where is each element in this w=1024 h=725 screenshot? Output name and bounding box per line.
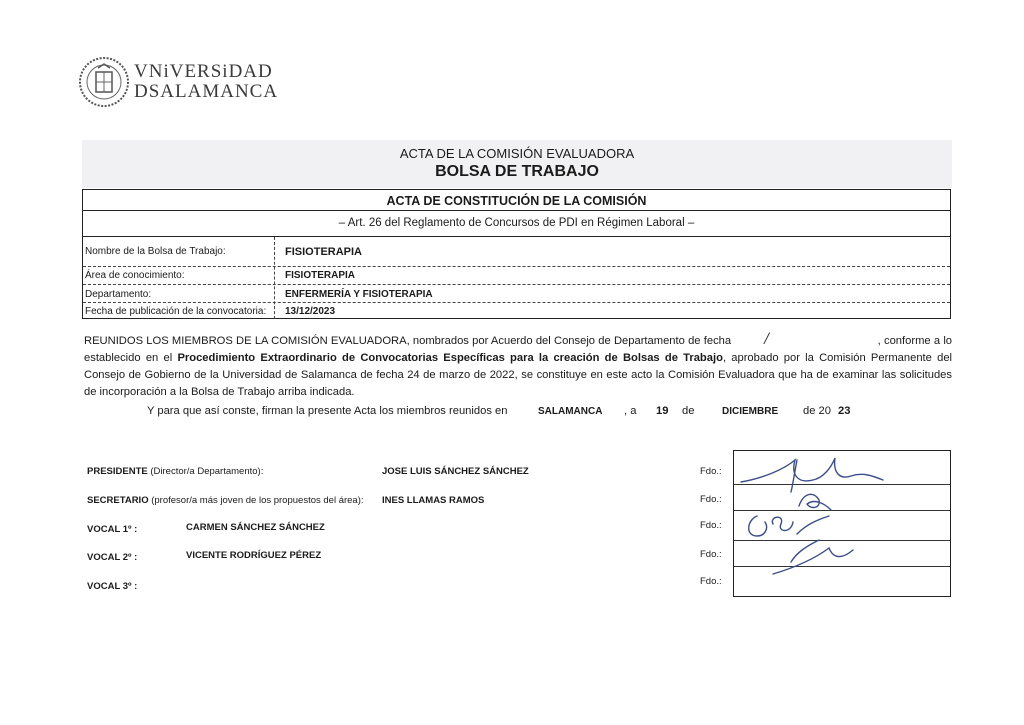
- member-detail: (profesor/a más joven de los propuestos del área):: [151, 495, 364, 506]
- signature-president: [741, 458, 883, 492]
- field-label-bolsa: Nombre de la Bolsa de Trabajo:: [85, 246, 226, 257]
- paragraph-text: , aprobado por la Comisión Permanente del Consejo de Gobierno de la Universidad de Salamanca de fecha 24 de marzo de 2022, se constituye en este acto la Comisión Evaluadora que ha de examinar las solicitudes de incorporación a la Bolsa de Trabajo arriba indicada.: [84, 352, 953, 398]
- field-value-fecha: 13/12/2023: [285, 306, 336, 317]
- divider: [83, 284, 950, 285]
- member-name: JOSE LUIS SÁNCHEZ SÁNCHEZ: [382, 466, 529, 477]
- field-value-area: FISIOTERAPIA: [285, 270, 356, 281]
- university-seal-icon: [78, 56, 130, 108]
- body-paragraph: [84, 333, 952, 401]
- fdo-label: Fdo.:: [700, 520, 722, 531]
- section-title: ACTA DE CONSTITUCIÓN DE LA COMISIÓN: [386, 194, 647, 208]
- paragraph-bold: Procedimiento Extraordinario de Convocatorias Específicas para la creación de Bolsas de Trabajo: [177, 352, 723, 364]
- paragraph-text: , conforme a lo establecido en el: [84, 335, 953, 364]
- member-secretary: [87, 495, 364, 506]
- field-value-bolsa: FISIOTERAPIA: [285, 246, 363, 258]
- conste-year-suffix: 23: [838, 405, 851, 417]
- conste-de: de: [682, 405, 695, 417]
- fdo-label: Fdo.:: [700, 466, 722, 477]
- divider: [83, 266, 950, 267]
- conste-city: SALAMANCA: [538, 406, 603, 417]
- university-name-line2: DSALAMANCA: [134, 81, 279, 102]
- conste-text: Y para que así conste, firman la presente Acta los miembros reunidos en: [147, 405, 508, 417]
- conste-a: , a: [624, 405, 637, 417]
- fdo-label: Fdo.:: [700, 549, 722, 560]
- column-divider: [274, 237, 275, 319]
- handwritten-date: [734, 333, 874, 350]
- member-role: PRESIDENTE: [87, 466, 148, 477]
- document-subtitle: BOLSA DE TRABAJO: [435, 163, 599, 180]
- signatures-drawing: [733, 450, 951, 597]
- divider: [83, 236, 950, 237]
- fdo-label: Fdo.:: [700, 494, 722, 505]
- field-label-fecha: Fecha de publicación de la convocatoria:: [85, 306, 267, 317]
- member-role: VOCAL 1º :: [87, 524, 138, 535]
- university-name-line1: VNiVERSiDAD: [134, 61, 273, 82]
- member-role: VOCAL 3º :: [87, 581, 138, 592]
- article-reference: – Art. 26 del Reglamento de Concursos de PDI en Régimen Laboral –: [338, 217, 695, 229]
- member-president: [87, 466, 263, 477]
- member-detail: (Director/a Departamento):: [150, 466, 264, 477]
- document-title: ACTA DE LA COMISIÓN EVALUADORA: [399, 146, 635, 161]
- conste-year-prefix: de 20: [803, 405, 831, 417]
- handwritten-mark: /: [764, 331, 770, 347]
- field-label-area: Área de conocimiento:: [85, 270, 185, 281]
- conste-day: 19: [656, 405, 669, 417]
- fdo-label: Fdo.:: [700, 576, 722, 587]
- signature-secretary: [799, 494, 831, 510]
- member-name: INES LLAMAS RAMOS: [382, 495, 485, 506]
- divider: [83, 302, 950, 303]
- signature-vocal1: [749, 516, 829, 536]
- member-role: SECRETARIO: [87, 495, 149, 506]
- signature-vocal2: [773, 540, 853, 574]
- member-name: CARMEN SÁNCHEZ SÁNCHEZ: [186, 522, 325, 533]
- field-value-departamento: ENFERMERÍA Y FISIOTERAPIA: [285, 289, 433, 300]
- member-name: VICENTE RODRÍGUEZ PÉREZ: [186, 550, 322, 561]
- field-label-departamento: Departamento:: [85, 289, 152, 300]
- divider: [83, 210, 950, 211]
- member-role: VOCAL 2º :: [87, 552, 138, 563]
- conste-month: DICIEMBRE: [722, 406, 779, 417]
- paragraph-text: REUNIDOS LOS MIEMBROS DE LA COMISIÓN EVALUADORA, nombrados por Acuerdo del Consejo de Departamento de fecha: [84, 335, 732, 347]
